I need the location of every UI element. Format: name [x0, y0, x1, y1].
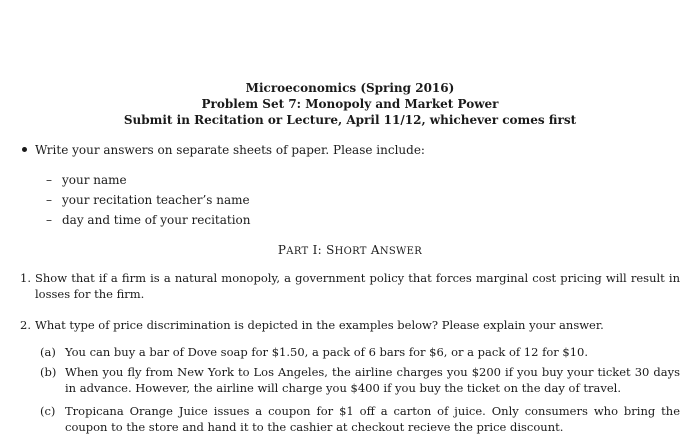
option-text: When you fly from New York to Los Angeles, the airline charges you $200 if you buy your ticket 30 days in advance. However, the airline will charge you $400 if you buy the ticket on the day of travel.: [65, 365, 680, 395]
bullet-icon: [22, 147, 27, 152]
dash-icon: –: [46, 173, 52, 187]
list-item: [46, 172, 127, 188]
list-item-text: day and time of your recitation: [62, 213, 251, 227]
problem-set-title: Problem Set 7: Monopoly and Market Power: [201, 97, 499, 111]
question-number: 1.: [20, 271, 31, 285]
list-item: [46, 212, 251, 228]
question-number: 2.: [20, 318, 31, 332]
option-text: You can buy a bar of Dove soap for $1.50, a pack of 6 bars for $6, or a pack of 12 for $10.: [65, 345, 589, 359]
section-title: PART I: SHORT ANSWER: [277, 243, 423, 257]
dash-icon: –: [46, 193, 52, 207]
question-1: [20, 270, 680, 302]
list-item-text: your recitation teacher’s name: [62, 193, 250, 207]
option-c: [40, 403, 680, 435]
dash-icon: –: [46, 213, 52, 227]
instructions-intro: Write your answers on separate sheets of paper. Please include:: [35, 143, 425, 157]
submission-note: Submit in Recitation or Lecture, April 11/12, whichever comes first: [123, 113, 577, 127]
question-text: What type of price discrimination is depicted in the examples below? Please explain your answer.: [35, 318, 604, 332]
option-b: [40, 364, 680, 396]
option-label: (c): [40, 404, 56, 418]
option-text: Tropicana Orange Juice issues a coupon for $1 off a carton of juice. Only consumers who bring the coupon to the store and hand it to the cashier at checkout recieve the price discount.: [65, 404, 680, 434]
option-label: (b): [40, 365, 57, 379]
course-title: Microeconomics (Spring 2016): [245, 81, 455, 95]
option-label: (a): [40, 345, 56, 359]
list-item: [46, 192, 250, 208]
instructions-bullet: [22, 142, 425, 158]
question-2: [20, 317, 680, 333]
question-text: Show that if a firm is a natural monopoly, a government policy that forces marginal cost pricing will result in losses for the firm.: [35, 271, 680, 301]
option-a: [40, 344, 680, 360]
list-item-text: your name: [62, 173, 127, 187]
